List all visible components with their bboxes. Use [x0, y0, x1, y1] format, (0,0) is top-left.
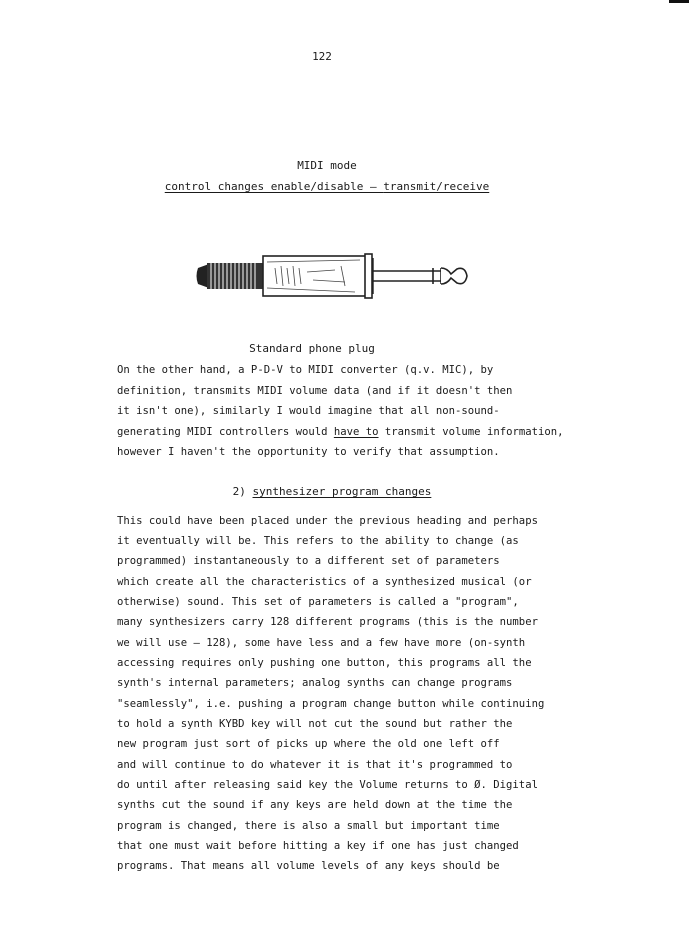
paragraph-line: definition, transmits MIDI volume data (and if it doesn't then — [117, 385, 513, 397]
paragraph-line: On the other hand, a P-D-V to MIDI converter (q.v. MIC), by — [117, 364, 494, 376]
emphasis-have-to: have to — [333, 426, 379, 438]
paragraph-line: otherwise) sound. This set of parameters is called a "program", — [117, 596, 519, 608]
paragraph-line: synths cut the sound if any keys are held down at the time the — [117, 799, 513, 811]
paragraph-line: programmed) instantaneously to a different set of parameters — [117, 555, 500, 567]
paragraph-line: program is changed, there is also a small but important time — [117, 820, 500, 832]
subtitle-emphasis: transmit/receive — [383, 180, 490, 193]
phone-plug-illustration — [195, 248, 475, 304]
paragraph-line: to hold a synth KYBD key will not cut the sound but rather the — [117, 718, 513, 730]
paragraph-line: many synthesizers carry 128 different programs (this is the number — [117, 616, 538, 628]
paragraph-line: new program just sort of picks up where the old one left off — [117, 738, 500, 750]
paragraph-line: "seamlessly", i.e. pushing a program change button while continuing — [117, 698, 545, 710]
page-number: 122 — [312, 50, 332, 63]
paragraph-line: which create all the characteristics of a synthesized musical (or — [117, 576, 532, 588]
paragraph-line: do until after releasing said key the Volume returns to Ø. Digital — [117, 779, 538, 791]
plug-cable-strain-relief — [197, 263, 266, 289]
paragraph-line: however I haven't the opportunity to verify that assumption. — [117, 446, 500, 458]
section-subtitle — [0, 180, 654, 193]
paragraph-line: it isn't one), similarly I would imagine that all non-sound- — [117, 405, 500, 417]
paragraph-line: This could have been placed under the previous heading and perhaps — [117, 515, 538, 527]
paragraph-line: accessing requires only pushing one button, this programs all the — [117, 657, 532, 669]
section-mode-title: MIDI mode — [297, 159, 357, 172]
scan-edge-mark — [669, 0, 689, 3]
paragraph-line: synth's internal parameters; analog synths can change programs — [117, 677, 513, 689]
section-heading — [0, 485, 664, 498]
section-number: 2) — [232, 485, 253, 498]
plug-tip — [373, 268, 467, 284]
paragraph-line: that one must wait before hitting a key if one has just changed — [117, 840, 519, 852]
paragraph-line: we will use – 128), some have less and a few have more (on-synth — [117, 637, 526, 649]
subtitle-prefix: control changes enable/disable – — [164, 180, 384, 193]
paragraph-line: and will continue to do whatever it is that it's programmed to — [117, 759, 513, 771]
paragraph-line: generating MIDI controllers would have to transmit volume information, — [117, 426, 564, 438]
paragraph-line: it eventually will be. This refers to the ability to change (as — [117, 535, 519, 547]
section-title-text: synthesizer program changes — [252, 485, 432, 498]
figure-caption: Standard phone plug — [249, 342, 375, 355]
paragraph-line: programs. That means all volume levels of any keys should be — [117, 860, 500, 872]
plug-sleeve — [263, 254, 373, 298]
